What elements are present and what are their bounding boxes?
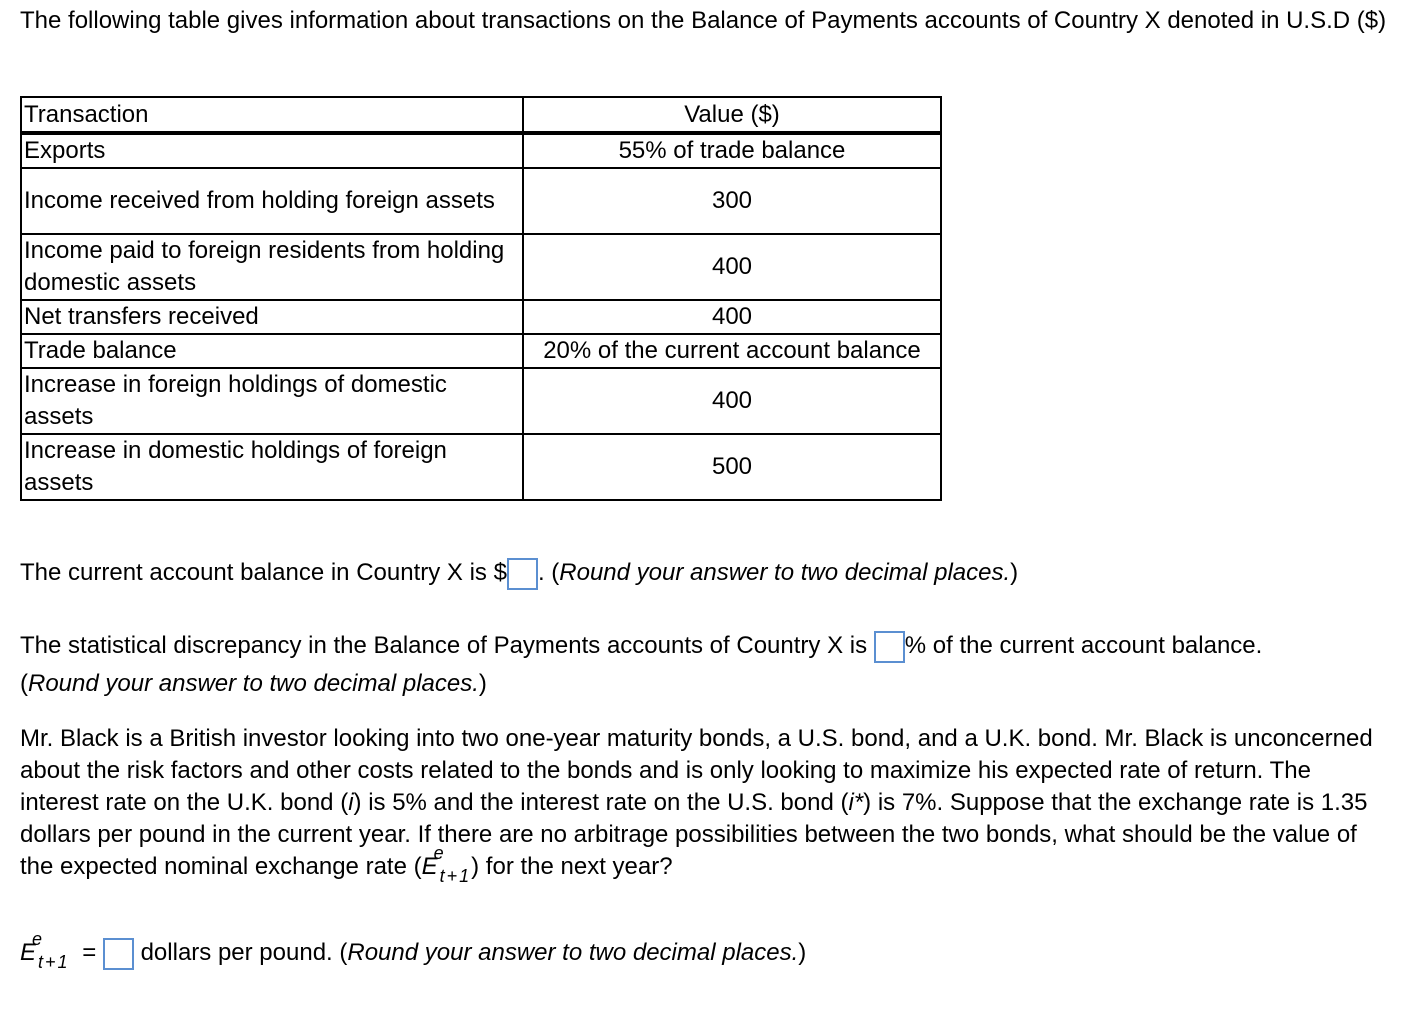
q3-text-1: Mr. Black is a British investor looking into two one-year maturity bonds, a U.S. bond, and a U.K. bond. Mr. Black is unconcerned about the risk factors and other costs related to the bonds and is only looking to maximize his expected rate of return. The interest rate on the U.K. bond ( bbox=[20, 725, 1373, 816]
table-row bbox=[21, 434, 941, 500]
row-transaction: Exports bbox=[21, 133, 523, 168]
q1-after: . ( bbox=[537, 559, 560, 586]
question-current-account bbox=[20, 557, 1018, 590]
q3-i: i bbox=[348, 789, 354, 816]
header-value: Value ($) bbox=[523, 97, 941, 133]
q2-text: The statistical discrepancy in the Balance of Payments accounts of Country X is bbox=[20, 632, 868, 659]
exchange-rate-input[interactable] bbox=[103, 938, 134, 970]
q1-hint: Round your answer to two decimal places. bbox=[559, 559, 1011, 586]
q3-istar: i* bbox=[848, 789, 864, 816]
q2-open: ( bbox=[20, 670, 28, 697]
row-value: 20% of the current account balance bbox=[523, 334, 941, 368]
current-account-input[interactable] bbox=[507, 558, 538, 590]
expected-rate-symbol bbox=[421, 843, 472, 886]
table-row bbox=[21, 334, 941, 368]
row-value: 400 bbox=[523, 300, 941, 334]
row-value: 400 bbox=[523, 368, 941, 434]
q1-close: ) bbox=[1010, 559, 1019, 586]
intro-text: The following table gives information about transactions on the Balance of Payments accounts of Country X denoted in U.S.D ($) bbox=[20, 7, 1387, 34]
q3-text-4: ) for the next year? bbox=[471, 853, 673, 880]
row-transaction: Income received from holding foreign assets bbox=[21, 168, 523, 234]
row-value: 400 bbox=[523, 234, 941, 300]
table-row bbox=[21, 234, 941, 300]
row-transaction: Income paid to foreign residents from holding domestic assets bbox=[21, 234, 523, 300]
bop-table bbox=[20, 96, 942, 501]
q3-text-3: ) is 7%. Suppose that the exchange rate is 1.35 dollars per pound in the current year. If there are no arbitrage possibilities between the two bonds, what should be the value of the expected nominal exchange rate ( bbox=[20, 789, 1368, 880]
row-transaction: Net transfers received bbox=[21, 300, 523, 334]
table-row bbox=[21, 300, 941, 334]
row-value: 300 bbox=[523, 168, 941, 234]
t-sub: t+1 bbox=[439, 866, 472, 886]
question-exchange-rate bbox=[20, 723, 1390, 884]
e-letter: E bbox=[421, 853, 438, 880]
q4-after: dollars per pound. ( bbox=[140, 939, 348, 966]
t-sub: t+1 bbox=[38, 952, 70, 972]
row-value: 55% of trade balance bbox=[523, 133, 941, 168]
q4-hint: Round your answer to two decimal places. bbox=[347, 939, 799, 966]
row-transaction: Trade balance bbox=[21, 334, 523, 368]
answer-exchange-rate-row bbox=[20, 929, 807, 972]
equals-sign: = bbox=[82, 939, 97, 966]
e-letter: E bbox=[20, 939, 37, 966]
e-sup: e bbox=[32, 929, 43, 949]
row-transaction: Increase in domestic holdings of foreign assets bbox=[21, 434, 523, 500]
e-sup: e bbox=[433, 843, 444, 863]
q4-close: ) bbox=[798, 939, 807, 966]
row-transaction: Increase in foreign holdings of domestic assets bbox=[21, 368, 523, 434]
q2-after: % of the current account balance. bbox=[904, 632, 1263, 659]
row-value: 500 bbox=[523, 434, 941, 500]
header-transaction: Transaction bbox=[21, 97, 523, 133]
question-discrepancy bbox=[20, 627, 1390, 703]
table-row bbox=[21, 368, 941, 434]
table-row bbox=[21, 168, 941, 234]
expected-rate-symbol bbox=[20, 929, 70, 972]
table-header-row bbox=[21, 97, 941, 133]
table-row bbox=[21, 133, 941, 168]
discrepancy-input[interactable] bbox=[874, 631, 905, 663]
q2-close: ) bbox=[478, 670, 487, 697]
q1-text: The current account balance in Country X is $ bbox=[20, 559, 507, 586]
q2-hint: Round your answer to two decimal places. bbox=[28, 670, 479, 697]
q3-text-2: ) is 5% and the interest rate on the U.S. bond ( bbox=[353, 789, 849, 816]
